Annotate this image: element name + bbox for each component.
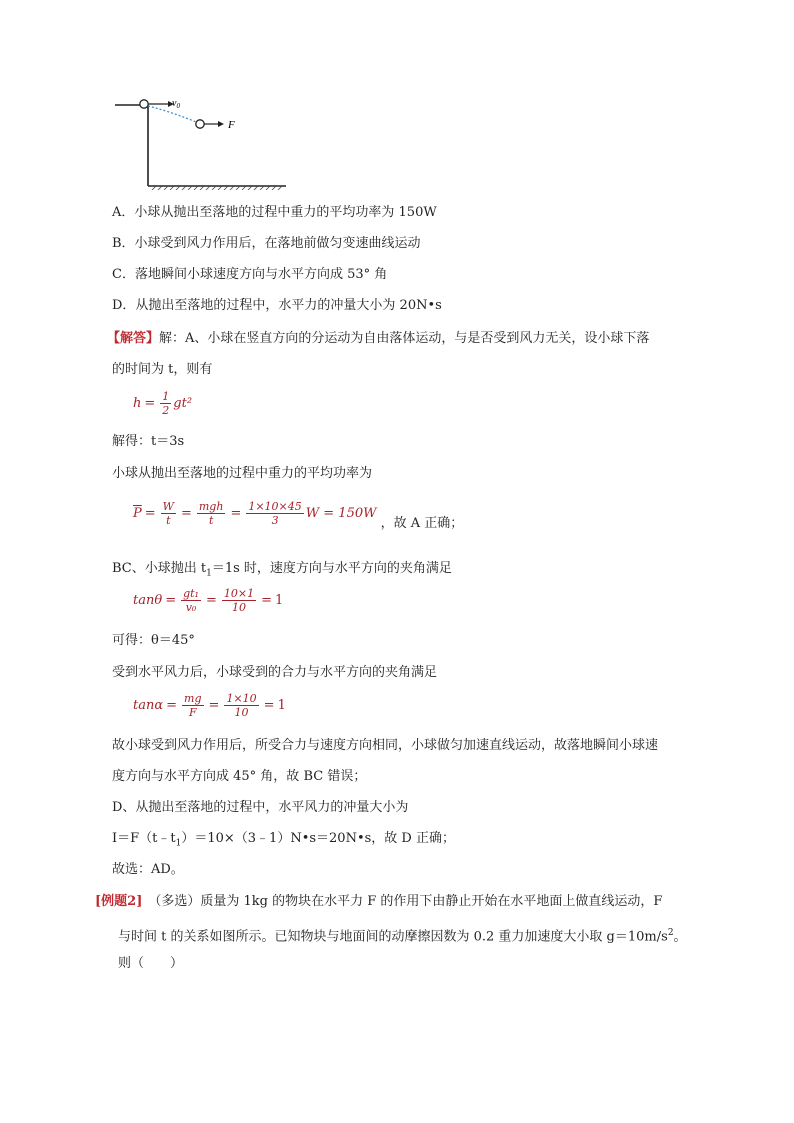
solution-line-6: 故小球受到风力作用后，所受合力与速度方向相同，小球做匀加速直线运动，故落地瞬间小球速 bbox=[112, 738, 659, 753]
solve-t: 解得：t＝3s bbox=[112, 434, 185, 449]
example2-tag: [例题2] bbox=[95, 894, 143, 909]
option-c: C．落地瞬间小球速度方向与水平方向成 53° 角 bbox=[112, 267, 388, 282]
F-label: F bbox=[228, 119, 235, 131]
option-d: D．从抛出至落地的过程中，水平力的冲量大小为 20N•s bbox=[112, 298, 442, 313]
solution-line-1: 【解答】解：A、小球在竖直方向的分运动为自由落体运动，与是否受到风力无关，设小球下落 bbox=[107, 331, 650, 346]
solution-line-5: 受到水平风力后，小球受到的合力与水平方向的夹角满足 bbox=[112, 665, 438, 680]
equation-power-line bbox=[133, 500, 464, 531]
equation-tan-theta: tanθ = $\frac{\text{gt₁}}{\text{v₀}}$ = $\frac{10\times 1}{10}$ = 1 bbox=[133, 587, 284, 614]
equation-power: $\overline{P}$ = $\frac{W}{t}$ = $\frac{\text{mgh}}{t}$ = $\frac{1\times 10\times 45}{3}$ W = 150W bbox=[133, 500, 377, 527]
equation-tan-alpha: tanα = $\frac{mg}{F}$ = $\frac{1\times 10}{10}$ = 1 bbox=[133, 692, 286, 719]
solution-line-8: D、从抛出至落地的过程中，水平风力的冲量大小为 bbox=[112, 800, 409, 815]
equation-height: h = $\frac{1}{2}$ gt² bbox=[133, 390, 193, 417]
F-arrowhead bbox=[218, 121, 224, 127]
solution-tag: 【解答】 bbox=[107, 331, 160, 346]
solution-line-7: 度方向与水平方向成 45° 角，故 BC 错误； bbox=[112, 769, 367, 784]
ball-initial bbox=[140, 100, 148, 108]
solution-line-2: 的时间为 t，则有 bbox=[112, 362, 213, 377]
example2-line-3: 则（ ） bbox=[118, 956, 184, 971]
example2-line-1: [例题2] （多选）质量为 1kg 的物块在水平力 F 的作用下由静止开始在水平地面上做直线运动，F bbox=[95, 894, 663, 909]
solution-line-3: 小球从抛出至落地的过程中重力的平均功率为 bbox=[112, 466, 373, 481]
option-a: A．小球从抛出至落地的过程中重力的平均功率为 150W bbox=[112, 205, 437, 220]
ball-later bbox=[196, 120, 204, 128]
solution-line-9: $I=F(t﹣t_1)=10\times(3﹣1)N•s=20N•s$，故 D 正确； bbox=[112, 831, 455, 849]
equation-power-tail: ，故 A 正确； bbox=[380, 516, 464, 531]
solution-line-4: BC、小球抛出 $t_1=1s$ 时，速度方向与水平方向的夹角满足 bbox=[112, 561, 452, 579]
v0-label: $v_0$ bbox=[172, 98, 180, 110]
example2-line-2: 与时间 t 的关系如图所示。已知物块与地面间的动摩擦因数为 0.2 重力加速度大小取 $g=10m/s^2$。 bbox=[118, 928, 687, 945]
option-b: B．小球受到风力作用后，在落地前做匀变速曲线运动 bbox=[112, 236, 421, 251]
get-theta: 可得：θ＝45° bbox=[112, 633, 195, 648]
solution-line-10: 故选：AD。 bbox=[112, 862, 184, 877]
projectile-figure bbox=[110, 90, 300, 190]
